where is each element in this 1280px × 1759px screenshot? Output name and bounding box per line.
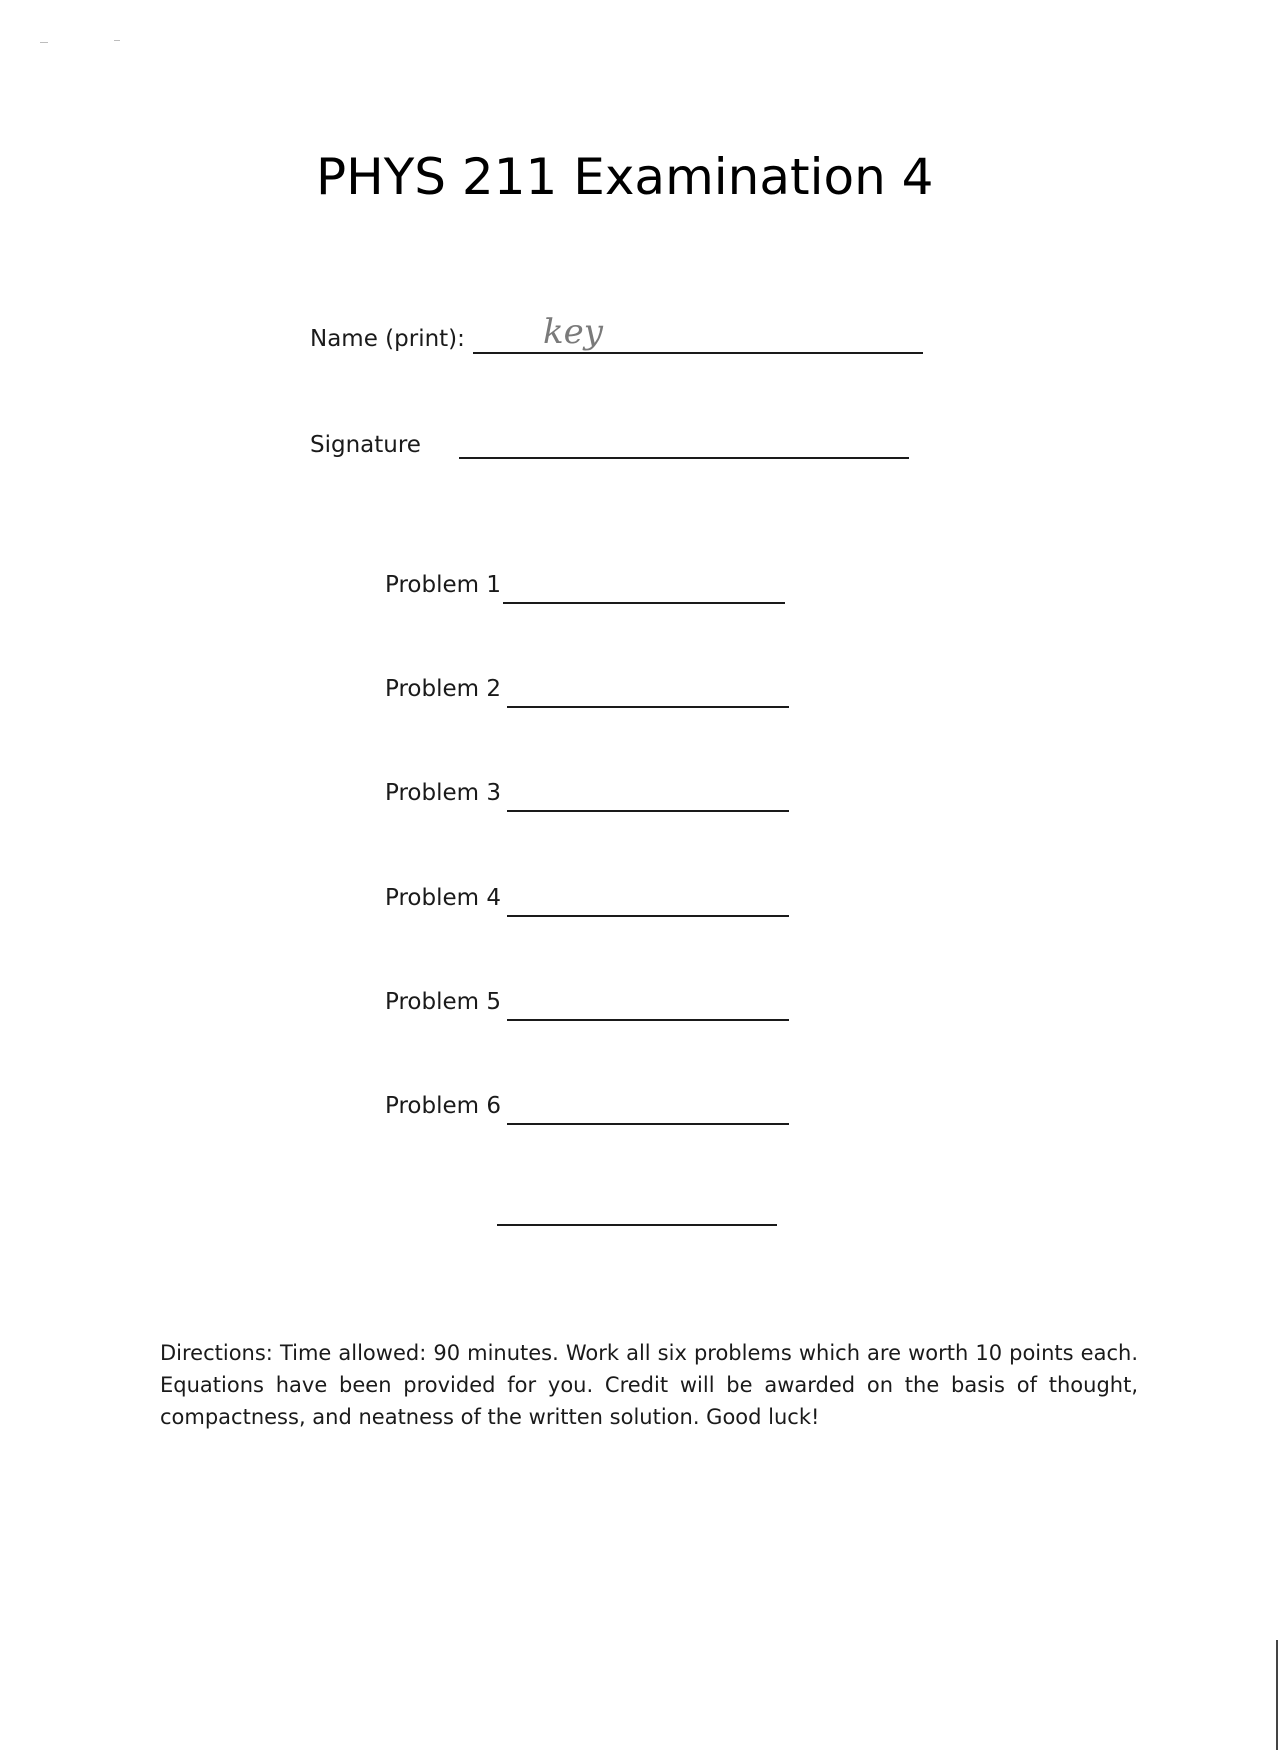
problem-score-field[interactable] [507, 810, 789, 812]
problem-label: Problem 5 [385, 989, 501, 1015]
signature-label: Signature [310, 432, 421, 458]
problem-row-3 [385, 780, 805, 820]
signature-field[interactable] [459, 457, 909, 459]
problem-score-field[interactable] [507, 1123, 789, 1125]
problem-row-1 [385, 572, 805, 612]
problem-row-6 [385, 1093, 805, 1133]
problem-row-2 [385, 676, 805, 716]
page-title: PHYS 211 Examination 4 [316, 148, 934, 206]
problem-row-4 [385, 885, 805, 925]
problem-row-5 [385, 989, 805, 1029]
scan-speck [114, 40, 120, 41]
scan-edge-mark [1276, 1640, 1278, 1750]
problem-label: Problem 6 [385, 1093, 501, 1119]
problem-score-field[interactable] [507, 1019, 789, 1021]
total-score-field[interactable] [497, 1224, 777, 1226]
problem-score-field[interactable] [507, 706, 789, 708]
scan-speck [40, 42, 48, 43]
problem-label: Problem 1 [385, 572, 501, 598]
name-label: Name (print): [310, 326, 465, 352]
problem-label: Problem 2 [385, 676, 501, 702]
name-field-row [310, 312, 930, 366]
problem-label: Problem 4 [385, 885, 501, 911]
directions-text: Directions: Time allowed: 90 minutes. Work all six problems which are worth 10 points each. Equations have been provided for you. Credit will be awarded on the basis of thought, compactness, and neatness of the written solution. Good luck! [160, 1341, 1138, 1429]
signature-field-row [310, 432, 930, 472]
name-field[interactable] [473, 352, 923, 354]
problem-score-field[interactable] [503, 602, 785, 604]
problem-score-field[interactable] [507, 915, 789, 917]
name-value: key [543, 312, 603, 352]
problem-label: Problem 3 [385, 780, 501, 806]
